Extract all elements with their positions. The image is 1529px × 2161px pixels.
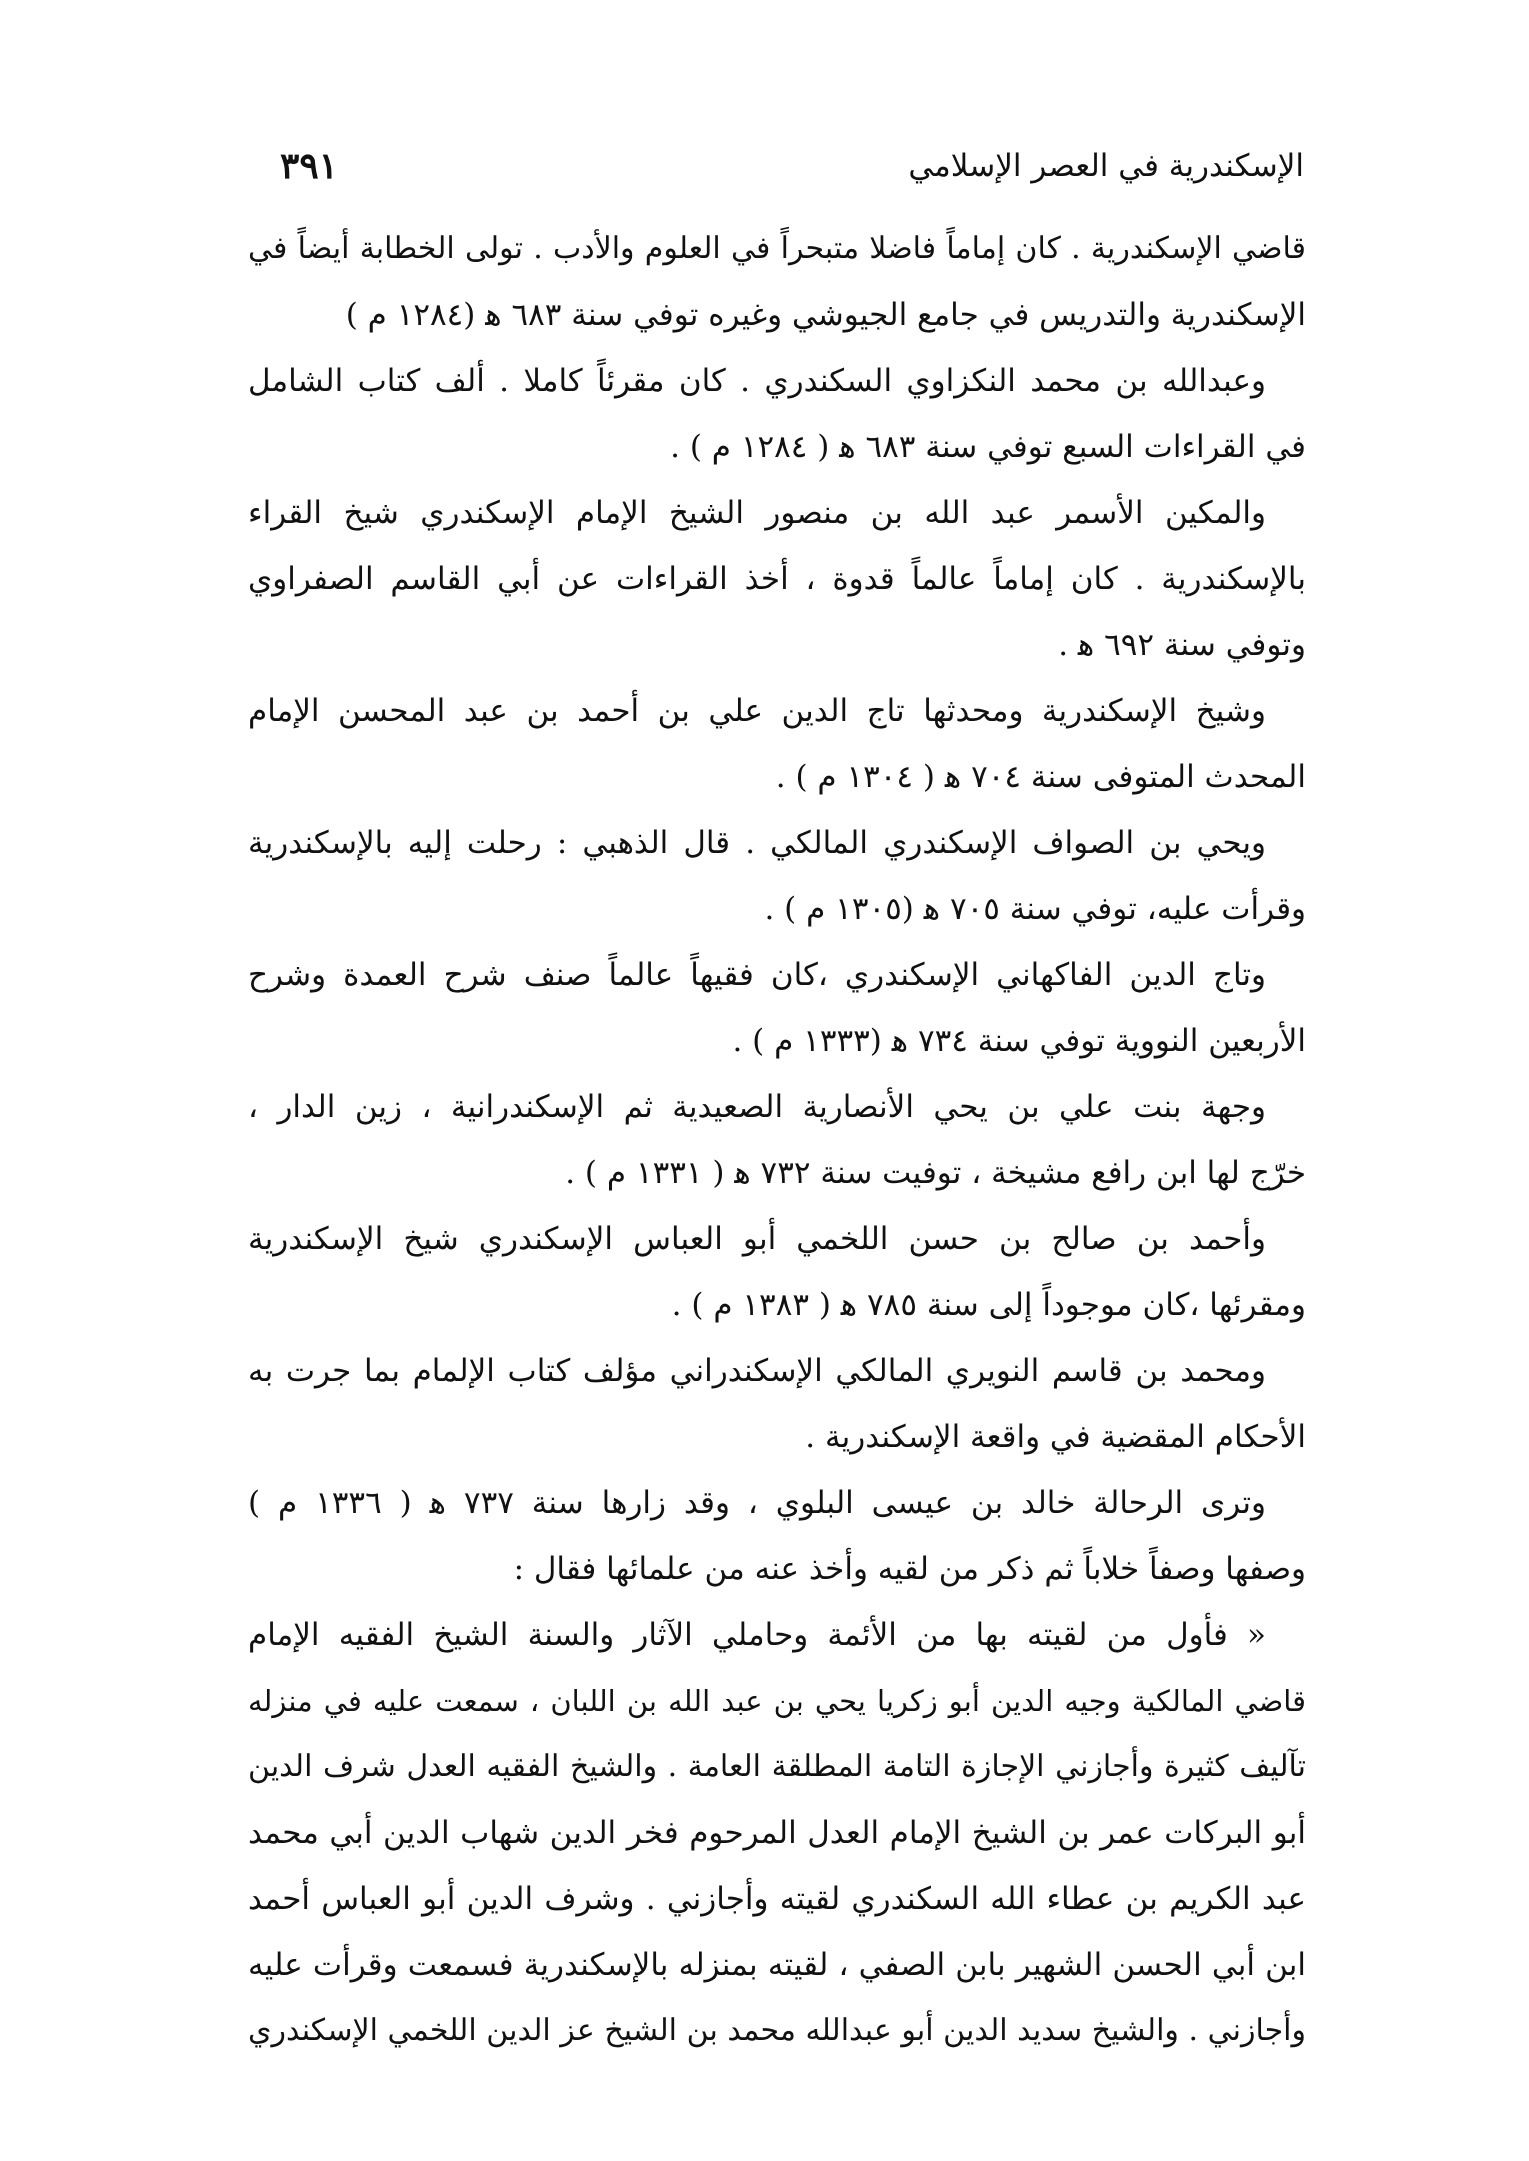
text-line: وقرأت عليه، توفي سنة ٧٠٥ ﻫ (١٣٠٥ م ) . [764,891,1306,927]
text-line: وأجازني . والشيخ سديد الدين أبو عبدالله محمد بن الشيخ عز الدين اللخمي الإسكندري [248,2013,1306,2048]
text-line: المحدث المتوفى سنة ٧٠٤ ﻫ ( ١٣٠٤ م ) . [775,759,1306,795]
page-header [280,140,1304,192]
text-line: وتاج الدين الفاكهاني الإسكندري ،كان فقيهاً عالماً صنف شرح العمدة وشرح [248,957,1266,993]
text-line: وعبدالله بن محمد النكزاوي السكندري . كان مقرئاً كاملا . ألف كتاب الشامل [248,363,1266,399]
text-line: تآليف كثيرة وأجازني الإجازة التامة المطلقة العامة . والشيخ الفقيه العدل شرف الدين [248,1749,1306,1784]
text-line: ومحمد بن قاسم النويري المالكي الإسكندراني مؤلف كتاب الإلمام بما جرت به [248,1353,1266,1389]
text-line: الأحكام المقضية في واقعة الإسكندرية . [805,1419,1306,1455]
text-line: خرّج لها ابن رافع مشيخة ، توفيت سنة ٧٣٢ ﻫ ( ١٣٣١ م ) . [565,1155,1306,1191]
text-line: « فأول من لقيته بها من الأئمة وحاملي الآثار والسنة الشيخ الفقيه الإمام [248,1617,1266,1653]
text-line: ابن أبي الحسن الشهير بابن الصفي ، لقيته بمنزله بالإسكندرية فسمعت وقرأت عليه [248,1947,1306,1983]
text-line: قاضي المالكية وجيه الدين أبو زكريا يحي بن عبد الله بن اللبان ، سمعت عليه في منزله [248,1684,1306,1718]
text-line: ويحي بن الصواف الإسكندري المالكي . قال الذهبي : رحلت إليه بالإسكندرية [248,825,1266,861]
text-line: وصفها وصفاً خلاباً ثم ذكر من لقيه وأخذ عنه من علمائها فقال : [513,1551,1306,1587]
body-text [248,216,1306,2064]
text-line: بالإسكندرية . كان إماماً عالماً قدوة ، أخذ القراءات عن أبي القاسم الصفراوي [248,561,1306,597]
text-line: وتوفي سنة ٦٩٢ ﻫ . [1058,627,1306,663]
text-line: وترى الرحالة خالد بن عيسى البلوي ، وقد زارها سنة ٧٣٧ ﻫ ( ١٣٣٦ م ) [248,1485,1267,1521]
text-line: ومقرئها ،كان موجوداً إلى سنة ٧٨٥ ﻫ ( ١٣٨٣ م ) . [671,1287,1306,1323]
running-title: الإسكندرية في العصر الإسلامي [908,148,1304,184]
text-line: قاضي الإسكندرية . كان إماماً فاضلا متبحراً في العلوم والأدب . تولى الخطابة أيضاً في [248,231,1306,266]
text-line: الإسكندرية والتدريس في جامع الجيوشي وغيره توفي سنة ٦٨٣ ﻫ (١٢٨٤ م ) [345,297,1306,333]
text-line: وأحمد بن صالح بن حسن اللخمي أبو العباس الإسكندري شيخ الإسكندرية [248,1221,1266,1257]
text-line: وشيخ الإسكندرية ومحدثها تاج الدين علي بن أحمد بن عبد المحسن الإمام [248,693,1266,729]
text-line: الأربعين النووية توفي سنة ٧٣٤ ﻫ (١٣٣٣ م ) . [732,1023,1306,1059]
text-line: والمكين الأسمر عبد الله بن منصور الشيخ الإمام الإسكندري شيخ القراء [248,495,1266,531]
text-line: أبو البركات عمر بن الشيخ الإمام العدل المرحوم فخر الدين شهاب الدين أبي محمد [248,1815,1306,1851]
text-line: في القراءات السبع توفي سنة ٦٨٣ ﻫ ( ١٢٨٤ م ) . [670,429,1306,465]
text-line: عبد الكريم بن عطاء الله السكندري لقيته وأجازني . وشرف الدين أبو العباس أحمد [248,1881,1306,1917]
page-number: ٣٩١ [280,145,339,187]
text-line: وجهة بنت علي بن يحي الأنصارية الصعيدية ثم الإسكندرانية ، زين الدار ، [248,1089,1266,1125]
